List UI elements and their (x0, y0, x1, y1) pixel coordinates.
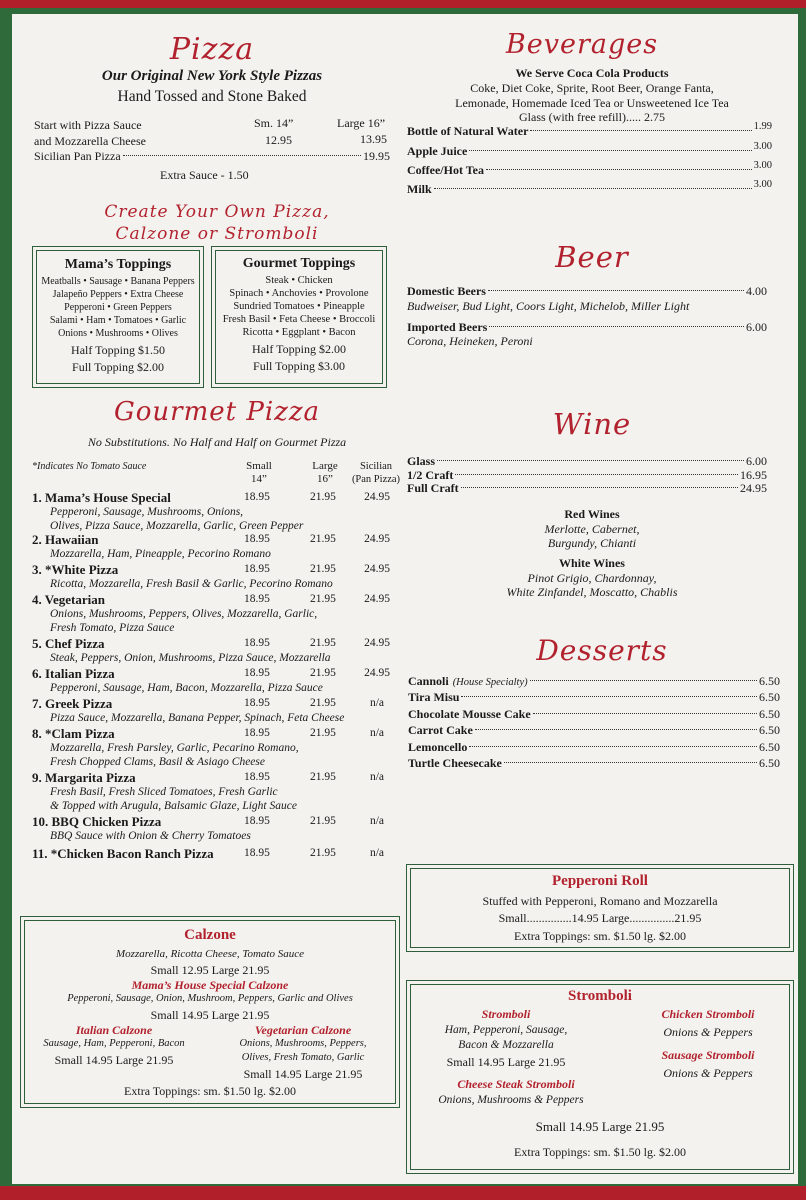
stromboli-sub-prices: Small 14.95 Large 21.95 (446, 1055, 566, 1069)
gourmet-item-desc: BBQ Sauce with Onion & Cherry Tomatoes (50, 830, 251, 842)
gourmet-item-large-price: 21.95 (310, 727, 336, 739)
pepperoni-roll-desc: Stuffed with Pepperoni, Romano and Mozzarella (482, 894, 718, 908)
dessert-row (408, 740, 780, 755)
chicken-stromboli-title: Chicken Stromboli (661, 1007, 755, 1021)
pepperoni-roll-title: Pepperoni Roll (552, 873, 648, 889)
stromboli-prices: Small 14.95 Large 21.95 (535, 1119, 665, 1134)
gourmet-item-desc: Mozzarella, Ham, Pineapple, Pecorino Romano (50, 548, 271, 560)
sicilian-row (34, 149, 390, 164)
domestic-label: Domestic Beers (407, 284, 486, 298)
beverage-price: 1.99 (753, 121, 772, 132)
gourmet-item-name: 8. *Clam Pizza (32, 726, 115, 741)
dessert-name: Cannoli (408, 674, 449, 688)
white-wines-1: Pinot Grigio, Chardonnay, (527, 571, 657, 585)
gourmet-item-name: 7. Greek Pizza (32, 696, 113, 711)
dessert-price: 6.50 (759, 690, 780, 704)
mamas-line: Onions • Mushrooms • Olives (58, 328, 178, 339)
sicilian-price: 19.95 (363, 149, 390, 163)
mamas-toppings-box (36, 250, 200, 384)
gourmet-item-sicilian-price: n/a (369, 815, 385, 827)
gourmet-item-large-price: 21.95 (310, 593, 336, 605)
gourmet-item-desc: Steak, Peppers, Onion, Mushrooms, Pizza Sauce, Mozzarella (50, 652, 331, 664)
gourmet-item-small-price: 18.95 (244, 667, 270, 679)
veg-calzone-title: Vegetarian Calzone (254, 1023, 352, 1037)
beverages-title: Beverages (505, 29, 659, 60)
gourmet-item-small-price: 18.95 (244, 637, 270, 649)
gourmet-item-name: 5. Chef Pizza (32, 636, 105, 651)
veg-calzone-desc1: Onions, Mushrooms, Peppers, (239, 1038, 367, 1049)
dot-leader (530, 130, 751, 131)
pepperoni-roll-box (410, 868, 790, 948)
red-wines-2: Burgundy, Chianti (547, 536, 637, 550)
stromboli-title: Stromboli (568, 988, 632, 1004)
mamas-line: Meatballs • Sausage • Banana Peppers (41, 276, 195, 287)
gourmet-item-small-price: 18.95 (244, 815, 270, 827)
gourmet-item-name: 11. *Chicken Bacon Ranch Pizza (32, 846, 214, 861)
wine-name: 1/2 Craft (407, 468, 454, 482)
mamas-full: Full Topping $2.00 (72, 360, 164, 374)
imported-row (407, 320, 767, 335)
wine-title: Wine (552, 407, 632, 441)
red-wines-title: Red Wines (564, 507, 620, 521)
mamas-half: Half Topping $1.50 (71, 343, 165, 357)
mamas-calzone-title: Mama’s House Special Calzone (131, 978, 289, 992)
beverage-name: Coffee/Hot Tea (407, 163, 484, 177)
gourmet-item-large-price: 21.95 (310, 815, 336, 827)
col-large-label: Large (312, 460, 338, 472)
cheese-steak-stromboli-desc: Onions, Mushrooms & Peppers (438, 1094, 584, 1106)
veg-calzone-prices: Small 14.95 Large 21.95 (243, 1067, 363, 1081)
create-line2: Calzone or Stromboli (115, 224, 319, 244)
gourmet-item-sicilian-price: n/a (369, 771, 385, 783)
col-sicilian-sub: (Pan Pizza) (351, 474, 401, 485)
imported-desc: Corona, Heineken, Peroni (407, 334, 533, 348)
dessert-name: Turtle Cheesecake (408, 756, 502, 770)
no-sauce-note: *Indicates No Tomato Sauce (32, 461, 147, 472)
dessert-note: (House Specialty) (452, 677, 528, 688)
gourmet-item-large-price: 21.95 (310, 491, 336, 503)
col-small (234, 460, 284, 486)
size-large-header: Large 16” (337, 116, 386, 130)
gourmet-item-name: 6. Italian Pizza (32, 666, 115, 681)
sausage-stromboli-desc: Onions & Peppers (663, 1066, 753, 1080)
gourmet-item-desc: Pepperoni, Sausage, Mushrooms, Onions, Olives, Pizza Sauce, Mozzarella, Garlic, Green Pepper (50, 506, 304, 532)
gourmet-item-sicilian-price: n/a (369, 727, 385, 739)
dessert-name: Chocolate Mousse Cake (408, 707, 531, 721)
gourmet-item-large-price: 21.95 (310, 847, 336, 859)
pizza-line1: Start with Pizza Sauce (34, 118, 142, 132)
dessert-row (408, 707, 780, 722)
dot-leader (533, 713, 757, 714)
beer-title: Beer (555, 240, 629, 274)
pizza-subtitle: Our Original New York Style Pizzas (101, 68, 323, 84)
wine-price: 6.00 (746, 454, 767, 468)
domestic-row (407, 284, 767, 299)
beverage-name: Milk (407, 182, 432, 196)
bev-line1: We Serve Coca Cola Products (515, 66, 669, 80)
bev-line3: Lemonade, Homemade Iced Tea or Unsweetened Ice Tea (455, 96, 729, 110)
mamas-line: Jalapeño Peppers • Extra Cheese (52, 289, 184, 300)
dessert-price: 6.50 (759, 740, 780, 754)
cheese-steak-stromboli-title: Cheese Steak Stromboli (457, 1077, 575, 1091)
white-wines-2: White Zinfandel, Moscatto, Chablis (506, 585, 678, 599)
gourmet-item-sicilian-price: 24.95 (364, 563, 390, 575)
beverage-row (407, 121, 772, 139)
gourmet-item-sicilian-price: 24.95 (364, 593, 390, 605)
wine-price: 16.95 (740, 468, 767, 482)
gourmet-item-name: 9. Margarita Pizza (32, 770, 136, 785)
imported-price: 6.00 (746, 320, 767, 334)
dot-leader (504, 762, 757, 763)
beverage-name: Apple Juice (407, 144, 468, 158)
italian-calzone-title: Italian Calzone (75, 1023, 153, 1037)
stromboli-desc1: Ham, Pepperoni, Sausage, (444, 1024, 568, 1036)
dot-leader (434, 188, 752, 189)
gourmet-item-name: 2. Hawaiian (32, 532, 99, 547)
gourmet-item-large-price: 21.95 (310, 771, 336, 783)
beverage-row (407, 179, 772, 197)
red-wines-1: Merlotte, Cabernet, (544, 522, 640, 536)
col-large-size: 16” (317, 473, 333, 485)
col-small-size: 14” (251, 473, 267, 485)
calzone-title: Calzone (184, 927, 236, 943)
gourmet-item-sicilian-price: n/a (369, 697, 385, 709)
chicken-stromboli-desc: Onions & Peppers (663, 1025, 753, 1039)
gourmet-item-desc: Mozzarella, Fresh Parsley, Garlic, Pecarino Romano, Fresh Chopped Clams, Basil & Asiago Cheese (50, 742, 299, 768)
domestic-price: 4.00 (746, 284, 767, 298)
beverage-row (407, 141, 772, 159)
gourmet-note: No Substitutions. No Half and Half on Gourmet Pizza (87, 435, 347, 449)
dot-leader (461, 487, 738, 488)
stromboli-box (410, 984, 790, 1170)
pepperoni-roll-extra: Extra Toppings: sm. $1.50 lg. $2.00 (514, 929, 686, 943)
sausage-stromboli-title: Sausage Stromboli (661, 1048, 755, 1062)
col-sicilian-label: Sicilian (359, 461, 393, 472)
gourmet-item-sicilian-price: 24.95 (364, 491, 390, 503)
bev-line2: Coke, Diet Coke, Sprite, Root Beer, Orange Fanta, (470, 81, 714, 95)
dessert-row (408, 674, 780, 689)
gourmet-toppings-box (215, 250, 383, 384)
gourmet-item-name: 10. BBQ Chicken Pizza (32, 814, 162, 829)
beverage-name: Bottle of Natural Water (407, 124, 529, 138)
gourmet-line: Sundried Tomatoes • Pineapple (233, 301, 365, 312)
col-large (300, 460, 350, 486)
mamas-line: Pepperoni • Green Peppers (64, 302, 172, 313)
gourmet-item-small-price: 18.95 (244, 847, 270, 859)
italian-calzone-desc: Sausage, Ham, Pepperoni, Bacon (43, 1038, 185, 1049)
veg-calzone-desc2: Olives, Fresh Tomato, Garlic (241, 1052, 365, 1063)
gourmet-item-sicilian-price: 24.95 (364, 533, 390, 545)
gourmet-full: Full Topping $3.00 (253, 359, 345, 373)
gourmet-item-small-price: 18.95 (244, 771, 270, 783)
gourmet-half: Half Topping $2.00 (252, 342, 346, 356)
wine-name: Full Craft (407, 481, 459, 495)
wine-row (407, 481, 767, 496)
gourmet-line: Ricotta • Eggplant • Bacon (242, 327, 356, 338)
col-small-label: Small (246, 460, 272, 472)
bev-line4: Glass (with free refill)..... 2.75 (519, 110, 665, 124)
gourmet-item-desc: Ricotta, Mozzarella, Fresh Basil & Garlic, Pecorino Romano (50, 578, 333, 590)
beverage-price: 3.00 (753, 179, 772, 190)
pizza-title: Pizza (169, 32, 255, 67)
gourmet-line: Spinach • Anchovies • Provolone (229, 288, 369, 299)
mamas-line: Salami • Ham • Tomatoes • Garlic (49, 315, 187, 326)
dot-leader (455, 474, 738, 475)
gourmet-item-small-price: 18.95 (244, 697, 270, 709)
gourmet-item-sicilian-price: 24.95 (364, 637, 390, 649)
dot-leader (437, 460, 744, 461)
pizza-price-small: 12.95 (265, 133, 292, 147)
col-sicilian (346, 460, 406, 486)
stromboli-sub-title: Stromboli (481, 1007, 531, 1021)
gourmet-item-large-price: 21.95 (310, 667, 336, 679)
dot-leader (469, 746, 757, 747)
wine-price: 24.95 (740, 481, 767, 495)
gourmet-item-large-price: 21.95 (310, 697, 336, 709)
mamas-calzone-prices: Small 14.95 Large 21.95 (150, 1008, 270, 1022)
wine-name: Glass (407, 454, 436, 468)
gourmet-title: Gourmet Pizza (113, 397, 321, 427)
gourmet-toppings-title: Gourmet Toppings (242, 256, 356, 271)
desserts-title: Desserts (536, 634, 668, 667)
gourmet-item-desc: Pepperoni, Sausage, Ham, Bacon, Mozzarella, Pizza Sauce (50, 682, 323, 694)
dessert-row (408, 723, 780, 738)
beverage-row (407, 160, 772, 178)
calzone-box (24, 920, 396, 1104)
calzone-extra: Extra Toppings: sm. $1.50 lg. $2.00 (124, 1084, 296, 1098)
white-wines-title: White Wines (559, 556, 625, 570)
gourmet-item-small-price: 18.95 (244, 563, 270, 575)
dessert-name: Tira Misu (408, 690, 460, 704)
dessert-price: 6.50 (759, 723, 780, 737)
red-top-edge (0, 0, 806, 8)
red-bottom-edge (0, 1186, 806, 1200)
beverage-price: 3.00 (753, 160, 772, 171)
gourmet-item-desc: Fresh Basil, Fresh Sliced Tomatoes, Fresh Garlic & Topped with Arugula, Balsamic Glaze, Light Sauce (50, 786, 297, 812)
italian-calzone-prices: Small 14.95 Large 21.95 (54, 1053, 174, 1067)
dessert-price: 6.50 (759, 756, 780, 770)
dot-leader (530, 680, 757, 681)
gourmet-item-large-price: 21.95 (310, 563, 336, 575)
dessert-price: 6.50 (759, 674, 780, 688)
mamas-calzone-desc: Pepperoni, Sausage, Onion, Mushroom, Peppers, Garlic and Olives (67, 993, 353, 1004)
gourmet-item-large-price: 21.95 (310, 533, 336, 545)
extra-sauce: Extra Sauce - 1.50 (160, 168, 249, 182)
domestic-desc: Budweiser, Bud Light, Coors Light, Michelob, Miller Light (407, 299, 690, 313)
gourmet-item-name: 4. Vegetarian (32, 592, 105, 607)
dessert-name: Carrot Cake (408, 723, 473, 737)
pizza-subtitle2: Hand Tossed and Stone Baked (117, 88, 307, 105)
gourmet-item-small-price: 18.95 (244, 727, 270, 739)
gourmet-item-small-price: 18.95 (244, 533, 270, 545)
menu-page (12, 14, 798, 1184)
dessert-row (408, 756, 780, 771)
gourmet-item-desc: Pizza Sauce, Mozzarella, Banana Pepper, Spinach, Feta Cheese (50, 712, 345, 724)
dessert-price: 6.50 (759, 707, 780, 721)
pizza-line2: and Mozzarella Cheese (34, 134, 146, 148)
calzone-prices: Small 12.95 Large 21.95 (150, 963, 270, 977)
pizza-price-large: 13.95 (360, 132, 387, 146)
stromboli-desc2: Bacon & Mozzarella (458, 1039, 554, 1051)
dessert-row (408, 690, 780, 705)
gourmet-item-name: 1. Mama’s House Special (32, 490, 171, 505)
gourmet-line: Steak • Chicken (265, 275, 333, 286)
beverage-price: 3.00 (753, 141, 772, 152)
gourmet-line: Fresh Basil • Feta Cheese • Broccoli (222, 314, 376, 325)
create-line1: Create Your Own Pizza, (104, 202, 330, 222)
imported-label: Imported Beers (407, 320, 488, 334)
dot-leader (469, 150, 751, 151)
dot-leader (475, 729, 757, 730)
mamas-toppings-title: Mama’s Toppings (64, 257, 172, 272)
pepperoni-roll-prices: Small...............14.95 Large...............21.95 (498, 911, 702, 925)
gourmet-item-small-price: 18.95 (244, 593, 270, 605)
gourmet-item-small-price: 18.95 (244, 491, 270, 503)
gourmet-item-sicilian-price: n/a (369, 847, 385, 859)
dot-leader (486, 169, 752, 170)
gourmet-item-name: 3. *White Pizza (32, 562, 119, 577)
stromboli-extra: Extra Toppings: sm. $1.50 lg. $2.00 (514, 1145, 686, 1159)
dot-leader (461, 696, 757, 697)
calzone-desc: Mozzarella, Ricotta Cheese, Tomato Sauce (116, 948, 304, 960)
gourmet-item-sicilian-price: 24.95 (364, 667, 390, 679)
sicilian-label: Sicilian Pan Pizza (34, 149, 121, 163)
size-small-header: Sm. 14” (254, 116, 294, 130)
gourmet-item-large-price: 21.95 (310, 637, 336, 649)
wine-row (407, 454, 767, 469)
gourmet-item-desc: Onions, Mushrooms, Peppers, Olives, Mozzarella, Garlic, Fresh Tomato, Pizza Sauce (50, 608, 318, 634)
dessert-name: Lemoncello (408, 740, 468, 754)
